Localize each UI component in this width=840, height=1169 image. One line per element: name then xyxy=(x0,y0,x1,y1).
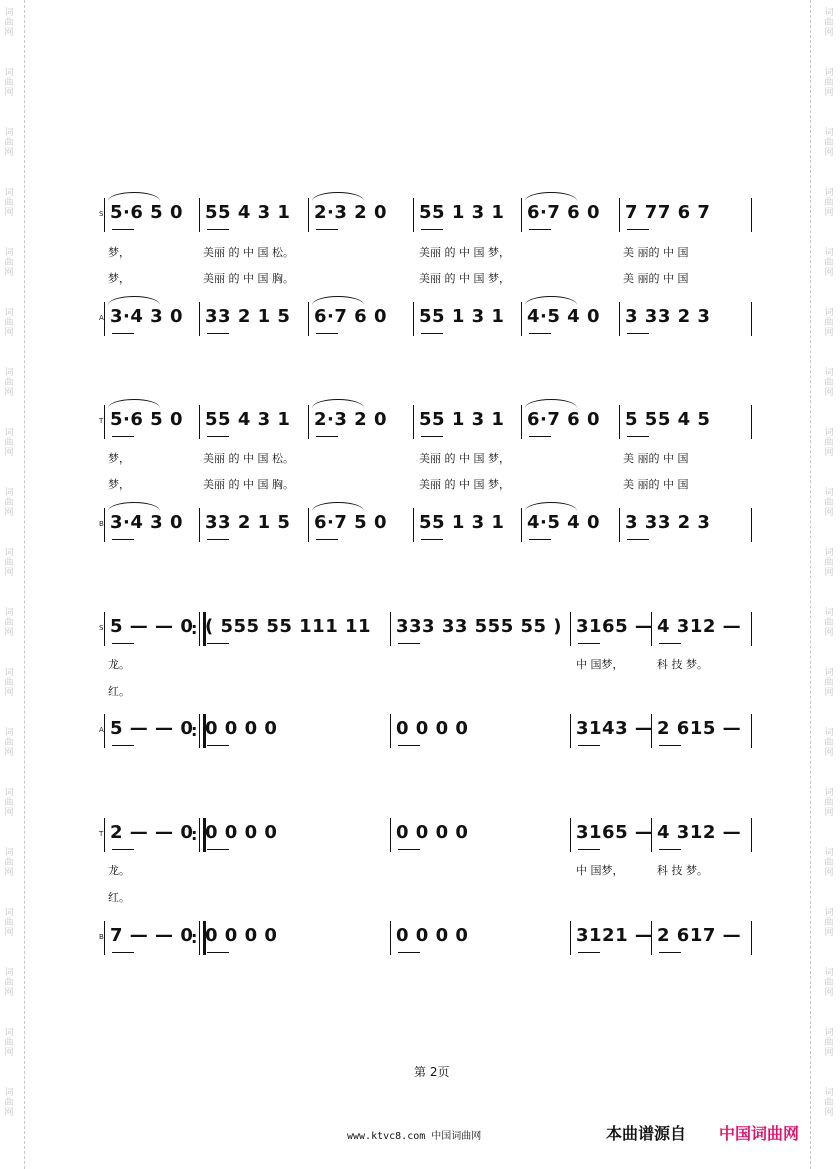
barline xyxy=(104,714,105,748)
barline xyxy=(104,818,105,852)
beam-line xyxy=(578,849,600,850)
measure-notes: 0 0 0 0 xyxy=(396,822,469,843)
lyric-text: 龙。 xyxy=(108,658,130,671)
measure-notes: 55 1 3 1 xyxy=(419,306,505,327)
measure-notes: 0 0 0 0 xyxy=(205,822,278,843)
watermark-text: 词 曲 网 xyxy=(824,728,834,758)
slur-mark xyxy=(312,502,364,511)
watermark-text: 词 曲 网 xyxy=(824,968,834,998)
watermark-text: 词 曲 网 xyxy=(4,908,14,938)
measure-notes: 7 77 6 7 xyxy=(625,202,711,223)
beam-line xyxy=(627,333,649,334)
watermark-text: 词 曲 网 xyxy=(4,8,14,38)
staff-row-a xyxy=(0,714,840,748)
watermark-text: 词 曲 网 xyxy=(824,1088,834,1118)
measure-notes: 2 615 — xyxy=(657,718,742,739)
voice-label: B xyxy=(99,520,104,528)
barline xyxy=(570,921,571,955)
lyric-text: 梦， xyxy=(108,478,130,491)
slur-mark xyxy=(312,399,364,408)
lyric-text: 龙。 xyxy=(108,864,130,877)
staff-row-t xyxy=(0,405,840,439)
lyric-text: 美丽 的 中 国 松。 xyxy=(203,246,294,259)
watermark-text: 词 曲 网 xyxy=(4,668,14,698)
lyric-text: 美 丽的 中 国 xyxy=(623,452,689,465)
measure-notes: 55 4 3 1 xyxy=(205,409,291,430)
lyric-text: 美丽 的 中 国 松。 xyxy=(203,452,294,465)
barline xyxy=(751,921,752,955)
voice-label: B xyxy=(99,933,104,941)
watermark-text: 词 曲 网 xyxy=(824,608,834,638)
watermark-text: 词 曲 网 xyxy=(4,308,14,338)
beam-line xyxy=(207,745,229,746)
lyric-text: 中 国梦， xyxy=(576,658,624,671)
beam-line xyxy=(398,745,420,746)
beam-line xyxy=(398,643,420,644)
beam-line xyxy=(421,436,443,437)
beam-line xyxy=(659,849,681,850)
barline xyxy=(104,302,105,336)
measure-notes: 0 0 0 0 xyxy=(205,925,278,946)
beam-line xyxy=(112,745,134,746)
measure-notes: 4 312 — xyxy=(657,822,742,843)
measure-notes: 4·5 4 0 xyxy=(527,512,600,533)
staff-row-s xyxy=(0,198,840,232)
beam-line xyxy=(627,436,649,437)
watermark-text: 词 曲 网 xyxy=(4,68,14,98)
lyric-text: 红。 xyxy=(108,685,130,698)
barline xyxy=(199,302,200,336)
barline xyxy=(751,508,752,542)
watermark-text: 词 曲 网 xyxy=(4,488,14,518)
measure-notes: 55 1 3 1 xyxy=(419,409,505,430)
watermark-text: 词 曲 网 xyxy=(4,428,14,458)
watermark-text: 词 曲 网 xyxy=(4,968,14,998)
beam-line xyxy=(578,643,600,644)
barline xyxy=(413,508,414,542)
barline xyxy=(390,612,391,646)
measure-notes: 6·7 6 0 xyxy=(527,409,600,430)
barline xyxy=(390,818,391,852)
measure-notes: 6·7 6 0 xyxy=(527,202,600,223)
beam-line xyxy=(529,333,551,334)
watermark-text: 词 曲 网 xyxy=(824,1028,834,1058)
lyric-text: 美丽 的 中 国 梦， xyxy=(419,272,510,285)
measure-notes: 3165 — xyxy=(576,822,654,843)
beam-line xyxy=(112,952,134,953)
slur-mark xyxy=(525,296,577,305)
voice-label: T xyxy=(99,417,104,425)
barline xyxy=(390,714,391,748)
barline xyxy=(390,921,391,955)
beam-line xyxy=(529,436,551,437)
barline xyxy=(104,405,105,439)
barline xyxy=(521,198,522,232)
measure-notes: 3·4 3 0 xyxy=(110,512,183,533)
beam-line xyxy=(529,229,551,230)
barline xyxy=(619,405,620,439)
measure-notes: 5 55 4 5 xyxy=(625,409,711,430)
slur-mark xyxy=(525,192,577,201)
watermark-text: 词 曲 网 xyxy=(4,848,14,878)
beam-line xyxy=(112,539,134,540)
measure-notes: 2·3 2 0 xyxy=(314,409,387,430)
measure-notes: 6·7 5 0 xyxy=(314,512,387,533)
watermark-text: 词 曲 网 xyxy=(824,128,834,158)
beam-line xyxy=(112,436,134,437)
source-label: 本曲谱源自 xyxy=(606,1124,687,1143)
staff-row-s xyxy=(0,612,840,646)
barline xyxy=(308,405,309,439)
slur-mark xyxy=(108,399,160,408)
watermark-text: 词 曲 网 xyxy=(4,1088,14,1118)
watermark-text: 词 曲 网 xyxy=(4,128,14,158)
measure-notes: 55 1 3 1 xyxy=(419,512,505,533)
lyric-text: 梦， xyxy=(108,272,130,285)
watermark-text: 词 曲 网 xyxy=(4,188,14,218)
barline xyxy=(651,714,652,748)
site-url[interactable]: www.ktvc8.com 中国词曲网 xyxy=(347,1131,482,1142)
lyric-text: 美 丽的 中 国 xyxy=(623,478,689,491)
watermark-text: 词 曲 网 xyxy=(4,1028,14,1058)
barline xyxy=(104,921,105,955)
measure-notes: 2 617 — xyxy=(657,925,742,946)
staff-row-b xyxy=(0,921,840,955)
beam-line xyxy=(578,745,600,746)
measure-notes: 7 — — 0 xyxy=(110,925,194,946)
watermark-text: 词 曲 网 xyxy=(824,308,834,338)
measure-notes: 55 1 3 1 xyxy=(419,202,505,223)
beam-line xyxy=(207,952,229,953)
barline xyxy=(413,302,414,336)
measure-notes: 33 2 1 5 xyxy=(205,306,291,327)
right-margin-line xyxy=(810,0,811,1169)
lyric-text: 美丽 的 中 国 梦， xyxy=(419,246,510,259)
barline xyxy=(521,302,522,336)
watermark-text: 词 曲 网 xyxy=(824,908,834,938)
lyric-text: 美 丽的 中 国 xyxy=(623,246,689,259)
watermark-text: 词 曲 网 xyxy=(824,488,834,518)
beam-line xyxy=(112,643,134,644)
beam-line xyxy=(627,229,649,230)
slur-mark xyxy=(108,192,160,201)
beam-line xyxy=(207,333,229,334)
watermark-text: 词 曲 网 xyxy=(824,428,834,458)
measure-notes: 3 33 2 3 xyxy=(625,512,711,533)
voice-label: A xyxy=(99,726,104,734)
barline xyxy=(104,198,105,232)
measure-notes: 3·4 3 0 xyxy=(110,306,183,327)
barline xyxy=(751,714,752,748)
beam-line xyxy=(207,849,229,850)
watermark-text: 词 曲 网 xyxy=(824,548,834,578)
beam-line xyxy=(421,333,443,334)
measure-notes: 2 — — 0 xyxy=(110,822,194,843)
slur-mark xyxy=(312,192,364,201)
beam-line xyxy=(316,333,338,334)
measure-notes: 3143 — xyxy=(576,718,654,739)
beam-line xyxy=(659,643,681,644)
beam-line xyxy=(578,952,600,953)
beam-line xyxy=(207,436,229,437)
staff-row-t xyxy=(0,818,840,852)
watermark-text: 词 曲 网 xyxy=(4,548,14,578)
lyric-text: 科 技 梦。 xyxy=(657,658,708,671)
barline xyxy=(521,405,522,439)
beam-line xyxy=(421,229,443,230)
measure-notes: 0 0 0 0 xyxy=(396,925,469,946)
lyric-text: 中 国梦， xyxy=(576,864,624,877)
measure-notes: 5·6 5 0 xyxy=(110,409,183,430)
beam-line xyxy=(529,539,551,540)
lyric-text: 美丽 的 中 国 梦， xyxy=(419,452,510,465)
barline xyxy=(199,405,200,439)
barline xyxy=(308,508,309,542)
beam-line xyxy=(112,229,134,230)
measure-notes: 2·3 2 0 xyxy=(314,202,387,223)
slur-mark xyxy=(312,296,364,305)
beam-line xyxy=(112,333,134,334)
slur-mark xyxy=(108,502,160,511)
barline xyxy=(570,612,571,646)
lyric-text: 红。 xyxy=(108,891,130,904)
measure-notes: 3121 — xyxy=(576,925,654,946)
measure-notes: 0 0 0 0 xyxy=(205,718,278,739)
barline xyxy=(751,405,752,439)
measure-notes: 0 0 0 0 xyxy=(396,718,469,739)
lyric-text: 科 技 梦。 xyxy=(657,864,708,877)
watermark-text: 词 曲 网 xyxy=(824,848,834,878)
slur-mark xyxy=(525,399,577,408)
watermark-text: 词 曲 网 xyxy=(824,8,834,38)
beam-line xyxy=(316,229,338,230)
barline xyxy=(651,921,652,955)
barline xyxy=(199,508,200,542)
barline xyxy=(413,405,414,439)
barline xyxy=(619,198,620,232)
lyric-text: 美丽 的 中 国 胸。 xyxy=(203,272,294,285)
watermark-text: 词 曲 网 xyxy=(824,188,834,218)
watermark-text: 词 曲 网 xyxy=(824,668,834,698)
beam-line xyxy=(659,952,681,953)
beam-line xyxy=(398,849,420,850)
beam-line xyxy=(316,436,338,437)
measure-notes: ( 555 55 111 11 xyxy=(205,616,372,637)
left-margin-line xyxy=(24,0,25,1169)
barline xyxy=(570,714,571,748)
barline xyxy=(308,198,309,232)
watermark-text: 词 曲 网 xyxy=(4,248,14,278)
barline xyxy=(751,198,752,232)
beam-line xyxy=(627,539,649,540)
measure-notes: 33 2 1 5 xyxy=(205,512,291,533)
barline xyxy=(619,508,620,542)
barline xyxy=(651,818,652,852)
beam-line xyxy=(398,952,420,953)
barline xyxy=(570,818,571,852)
barline xyxy=(104,612,105,646)
beam-line xyxy=(112,849,134,850)
barline xyxy=(751,302,752,336)
measure-notes: 6·7 6 0 xyxy=(314,306,387,327)
lyric-text: 梦， xyxy=(108,246,130,259)
staff-row-a xyxy=(0,302,840,336)
measure-notes: 5·6 5 0 xyxy=(110,202,183,223)
lyric-text: 美丽 的 中 国 胸。 xyxy=(203,478,294,491)
measure-notes: 55 4 3 1 xyxy=(205,202,291,223)
slur-mark xyxy=(525,502,577,511)
brand-name[interactable]: 中国词曲网 xyxy=(719,1124,800,1143)
voice-label: S xyxy=(99,624,104,632)
beam-line xyxy=(421,539,443,540)
barline xyxy=(308,302,309,336)
barline xyxy=(651,612,652,646)
barline xyxy=(104,508,105,542)
staff-row-b xyxy=(0,508,840,542)
barline xyxy=(521,508,522,542)
barline xyxy=(413,198,414,232)
beam-line xyxy=(659,745,681,746)
beam-line xyxy=(207,229,229,230)
slur-mark xyxy=(108,296,160,305)
watermark-text: 词 曲 网 xyxy=(824,368,834,398)
lyric-text: 美 丽的 中 国 xyxy=(623,272,689,285)
watermark-text: 词 曲 网 xyxy=(824,788,834,818)
measure-notes: 5 — — 0 xyxy=(110,616,194,637)
measure-notes: 3165 — xyxy=(576,616,654,637)
beam-line xyxy=(207,643,229,644)
voice-label: S xyxy=(99,210,104,218)
page-number: 第 2页 xyxy=(414,1065,450,1079)
watermark-text: 词 曲 网 xyxy=(4,608,14,638)
watermark-text: 词 曲 网 xyxy=(824,248,834,278)
voice-label: T xyxy=(99,830,104,838)
watermark-text: 词 曲 网 xyxy=(824,68,834,98)
barline xyxy=(619,302,620,336)
watermark-text: 词 曲 网 xyxy=(4,368,14,398)
beam-line xyxy=(316,539,338,540)
barline xyxy=(751,818,752,852)
watermark-text: 词 曲 网 xyxy=(4,788,14,818)
measure-notes: 4 312 — xyxy=(657,616,742,637)
watermark-text: 词 曲 网 xyxy=(4,728,14,758)
voice-label: A xyxy=(99,314,104,322)
measure-notes: 3 33 2 3 xyxy=(625,306,711,327)
barline xyxy=(751,612,752,646)
beam-line xyxy=(207,539,229,540)
measure-notes: 5 — — 0 xyxy=(110,718,194,739)
measure-notes: 4·5 4 0 xyxy=(527,306,600,327)
lyric-text: 美丽 的 中 国 梦， xyxy=(419,478,510,491)
barline xyxy=(199,198,200,232)
measure-notes: 333 33 555 55 ) xyxy=(396,616,563,637)
lyric-text: 梦， xyxy=(108,452,130,465)
